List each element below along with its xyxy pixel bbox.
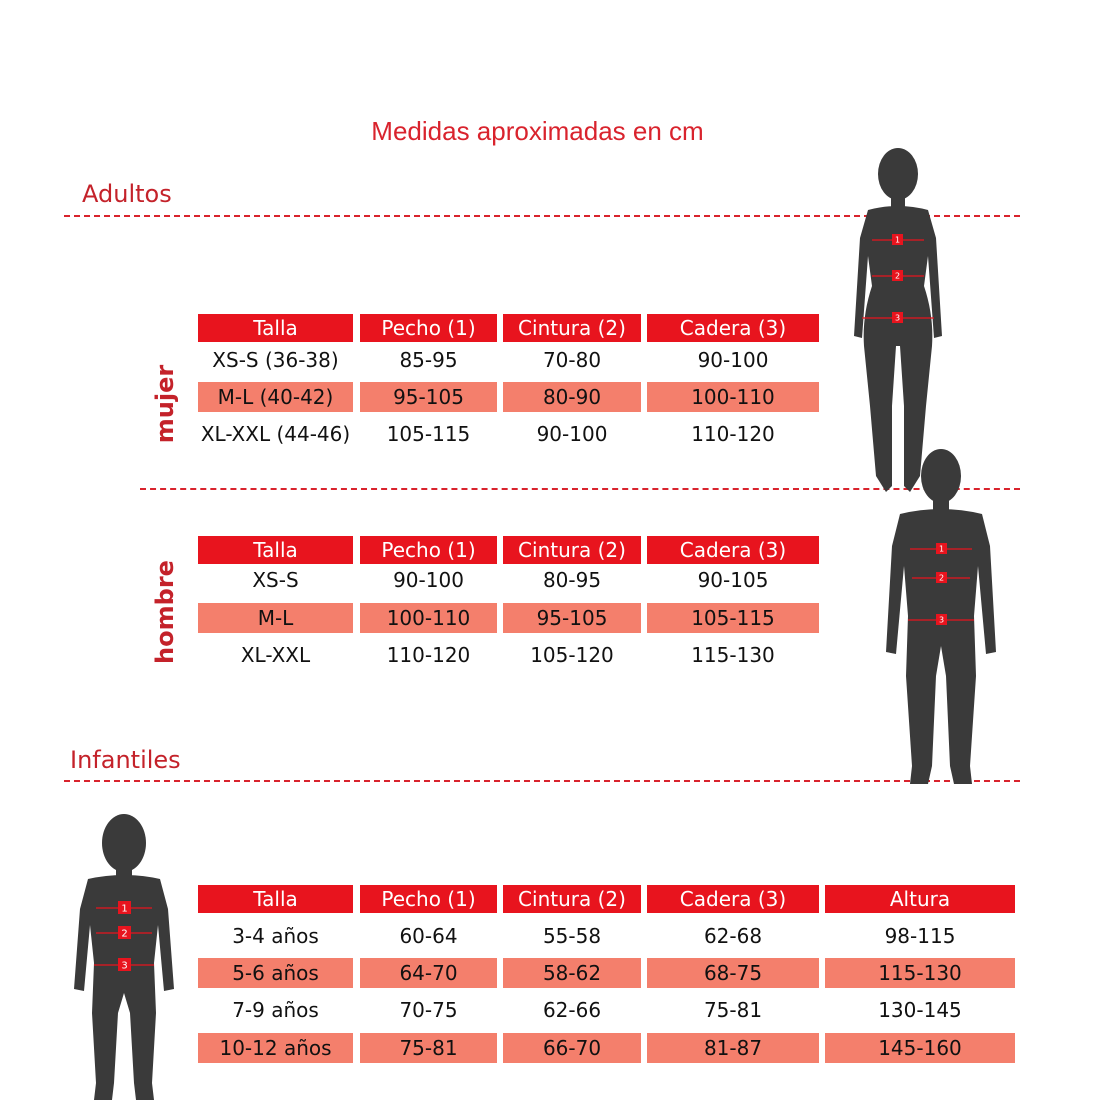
marker-1: 1 bbox=[938, 544, 945, 554]
table-cell: 90-105 bbox=[697, 568, 769, 592]
table-cell: 80-95 bbox=[542, 568, 602, 592]
header-waist: Cintura (2) bbox=[503, 314, 641, 342]
header-chest: Pecho (1) bbox=[360, 885, 497, 913]
child-silhouette-icon bbox=[74, 813, 174, 1100]
table-cell: M-L (40-42) bbox=[198, 382, 353, 412]
table-cell: XS-S (36-38) bbox=[212, 348, 339, 372]
table-cell: 130-145 bbox=[878, 998, 962, 1022]
table-cell: 68-75 bbox=[647, 958, 819, 988]
table-cell: 5-6 años bbox=[198, 958, 353, 988]
table-cell: 62-68 bbox=[703, 924, 763, 948]
table-cell: 3-4 años bbox=[232, 924, 319, 948]
marker-2: 2 bbox=[938, 573, 945, 583]
table-cell: 105-115 bbox=[647, 603, 819, 633]
table-cell: 105-115 bbox=[386, 422, 471, 446]
table-cell: 115-130 bbox=[691, 643, 775, 667]
table-cell: 80-90 bbox=[503, 382, 641, 412]
table-cell: 75-81 bbox=[360, 1033, 497, 1063]
header-hip: Cadera (3) bbox=[647, 314, 819, 342]
marker-3: 3 bbox=[894, 313, 901, 323]
table-cell: 75-81 bbox=[703, 998, 763, 1022]
marker-2: 2 bbox=[121, 928, 128, 940]
table-cell: 100-110 bbox=[360, 603, 497, 633]
table-cell: XS-S bbox=[252, 568, 299, 592]
header-height: Altura bbox=[825, 885, 1015, 913]
table-cell: 115-130 bbox=[825, 958, 1015, 988]
table-cell: M-L bbox=[198, 603, 353, 633]
header-waist: Cintura (2) bbox=[503, 536, 641, 564]
table-cell: 110-120 bbox=[691, 422, 775, 446]
table-cell: 7-9 años bbox=[232, 998, 319, 1022]
woman-silhouette-icon bbox=[848, 146, 948, 492]
marker-1: 1 bbox=[121, 903, 128, 915]
man-silhouette-icon bbox=[886, 446, 996, 784]
group-label-men: hombre bbox=[151, 560, 179, 664]
section-label-kids: Infantiles bbox=[70, 746, 181, 774]
header-hip: Cadera (3) bbox=[647, 536, 819, 564]
table-cell: 60-64 bbox=[399, 924, 458, 948]
table-cell: 64-70 bbox=[360, 958, 497, 988]
marker-3: 3 bbox=[121, 960, 128, 972]
table-cell: 90-100 bbox=[697, 348, 769, 372]
marker-1: 1 bbox=[894, 235, 901, 245]
header-size: Talla bbox=[198, 314, 353, 342]
table-cell: 95-105 bbox=[503, 603, 641, 633]
page-title: Medidas aproximadas en cm bbox=[371, 116, 704, 146]
table-cell: 66-70 bbox=[503, 1033, 641, 1063]
table-cell: 90-100 bbox=[536, 422, 608, 446]
section-label-adults: Adultos bbox=[82, 180, 172, 208]
table-cell: 70-75 bbox=[399, 998, 458, 1022]
table-cell: 90-100 bbox=[393, 568, 464, 592]
header-size: Talla bbox=[198, 536, 353, 564]
table-cell: 62-66 bbox=[542, 998, 602, 1022]
header-size: Talla bbox=[198, 885, 353, 913]
table-cell: 70-80 bbox=[542, 348, 602, 372]
table-cell: 95-105 bbox=[360, 382, 497, 412]
divider-kids bbox=[64, 780, 1020, 782]
marker-2: 2 bbox=[894, 271, 901, 281]
table-cell: 98-115 bbox=[884, 924, 956, 948]
table-cell: 55-58 bbox=[542, 924, 602, 948]
table-cell: 105-120 bbox=[530, 643, 614, 667]
table-cell: XL-XXL bbox=[240, 643, 311, 667]
marker-3: 3 bbox=[938, 615, 945, 625]
table-cell: 10-12 años bbox=[198, 1033, 353, 1063]
table-cell: 145-160 bbox=[825, 1033, 1015, 1063]
group-label-women: mujer bbox=[151, 364, 179, 444]
table-cell: 100-110 bbox=[647, 382, 819, 412]
header-hip: Cadera (3) bbox=[647, 885, 819, 913]
header-waist: Cintura (2) bbox=[503, 885, 641, 913]
header-chest: Pecho (1) bbox=[360, 314, 497, 342]
header-chest: Pecho (1) bbox=[360, 536, 497, 564]
table-cell: XL-XXL (44-46) bbox=[200, 422, 351, 446]
table-cell: 110-120 bbox=[386, 643, 471, 667]
table-cell: 58-62 bbox=[503, 958, 641, 988]
table-cell: 85-95 bbox=[399, 348, 458, 372]
table-cell: 81-87 bbox=[647, 1033, 819, 1063]
